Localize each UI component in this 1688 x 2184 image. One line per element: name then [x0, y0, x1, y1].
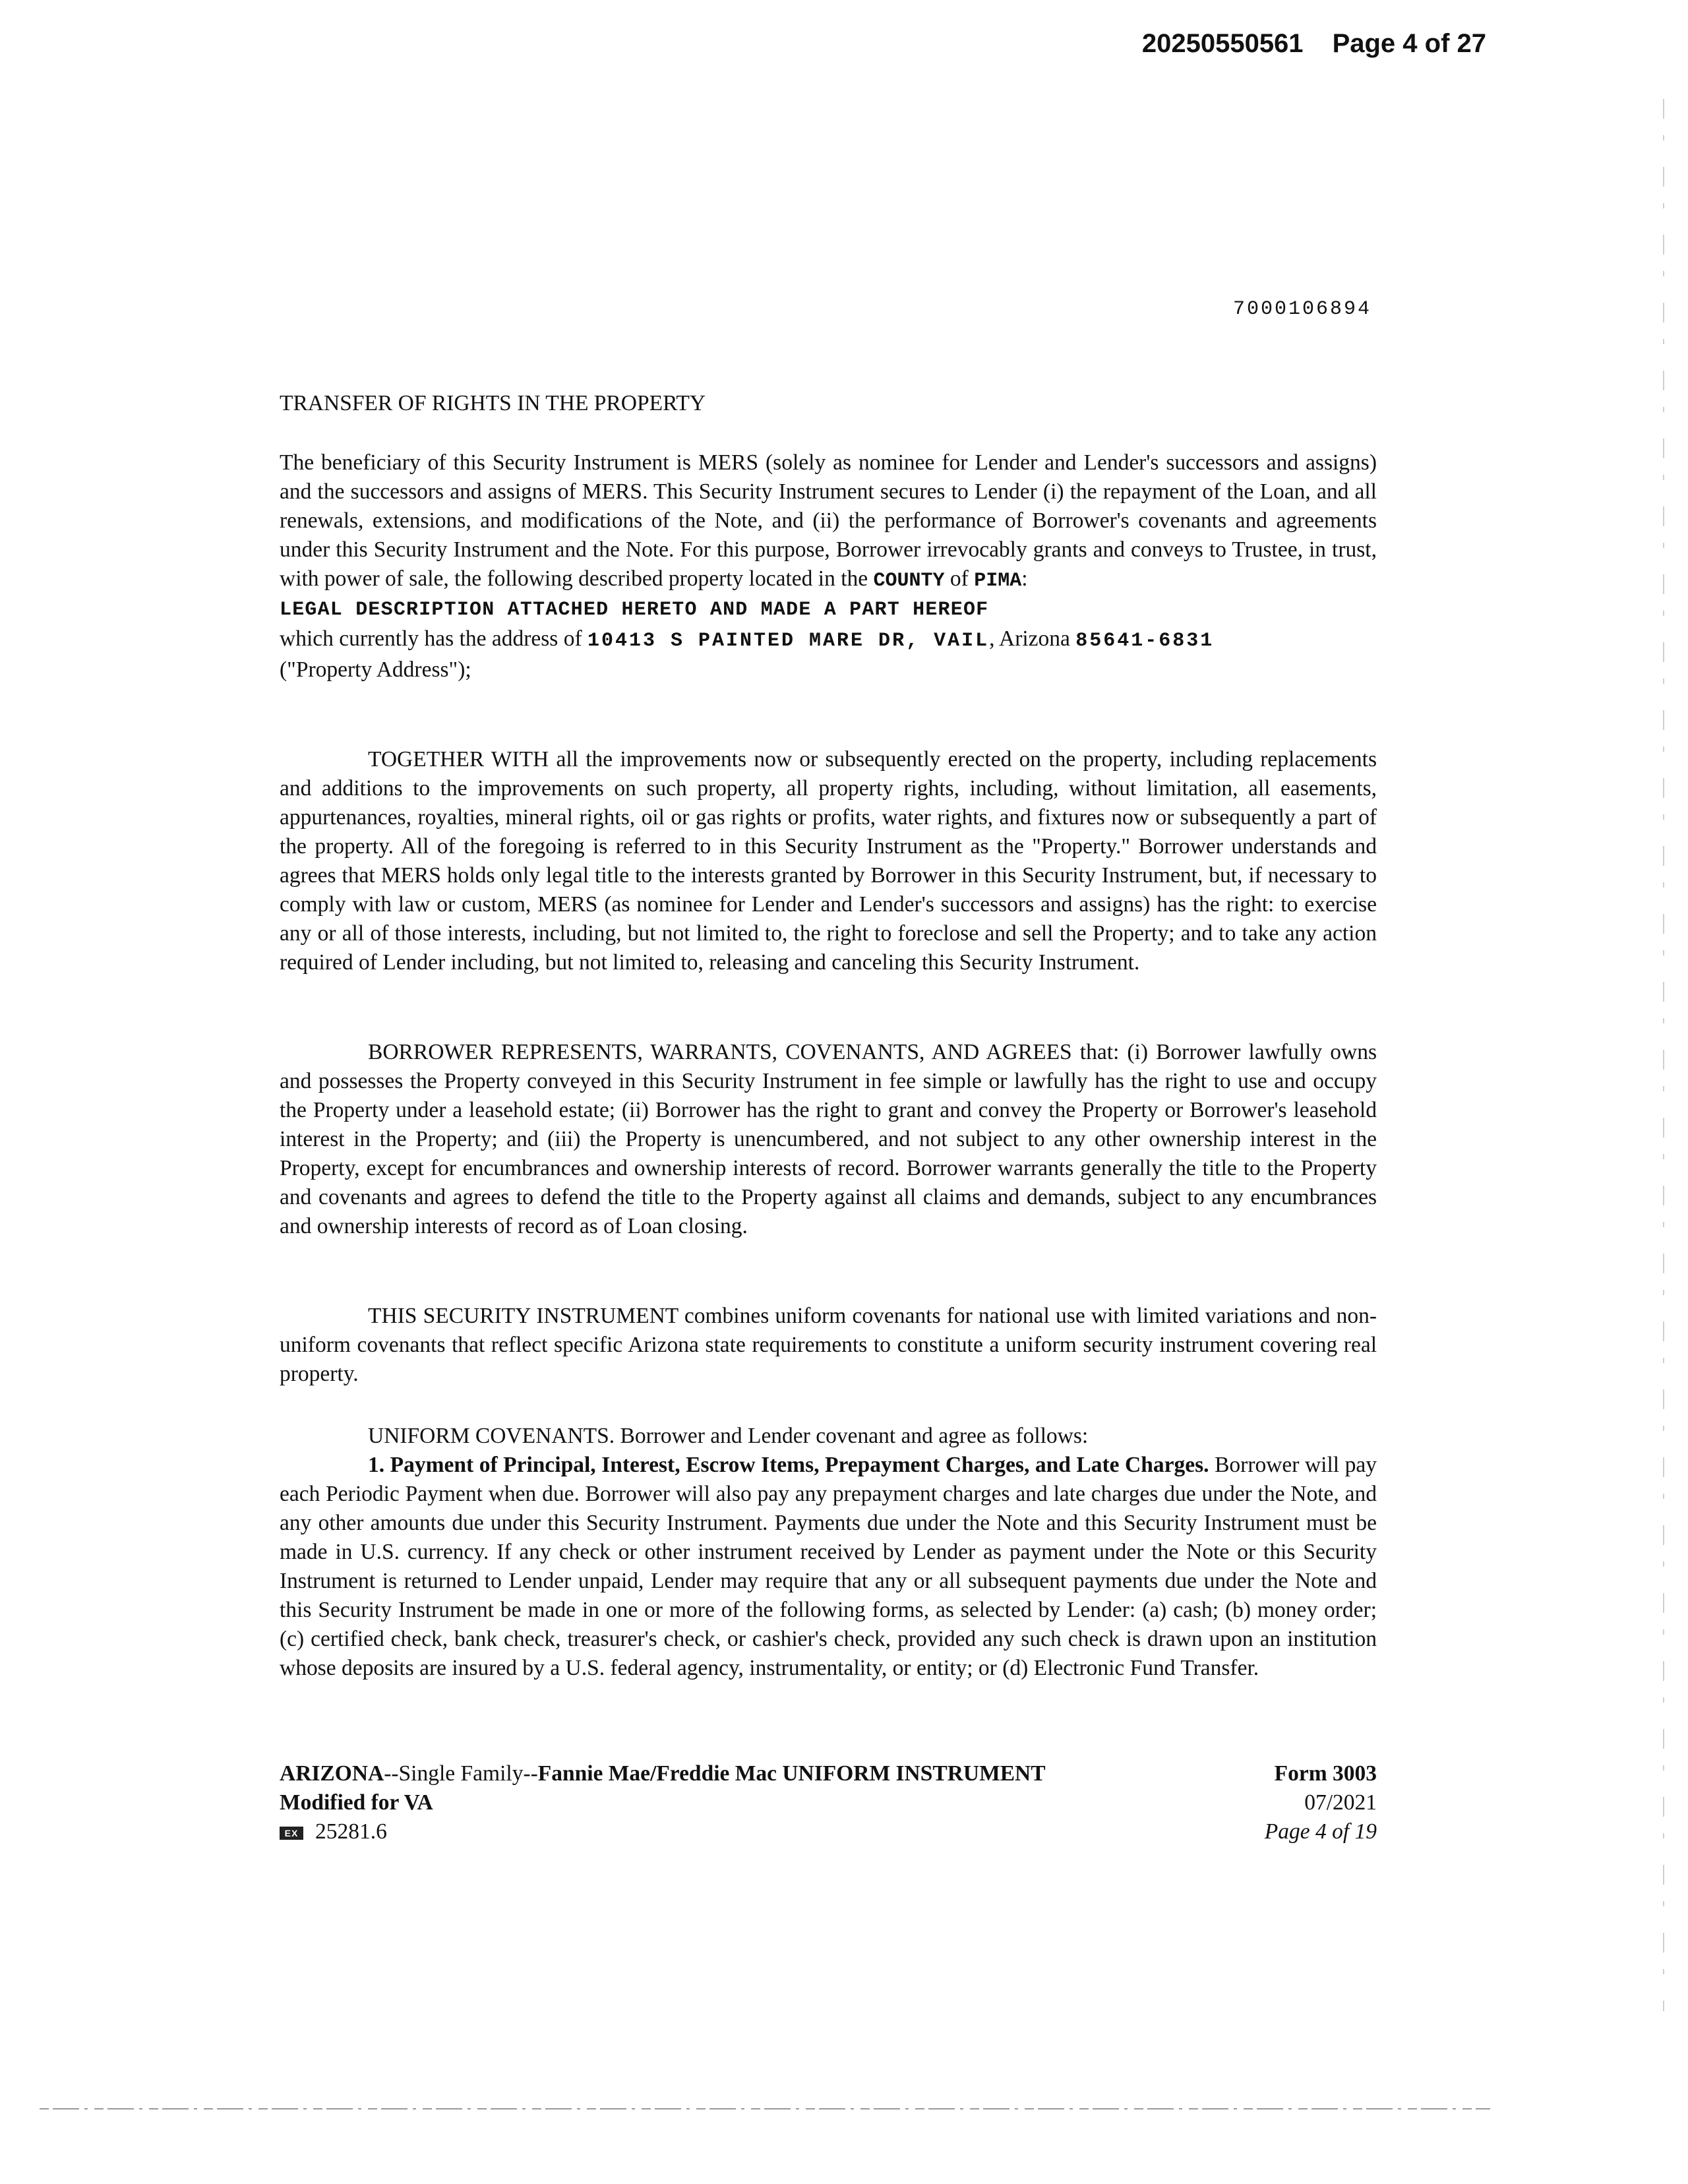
paragraph-together-with: TOGETHER WITH all the improvements now or subsequently erected on the property, including replacements and additions to the improvements on such property, all property rights, including, without limitation, all easements, appurtenances, royalties, mineral rights, oil or gas rights or profits, water rights, and fixtures now or subsequently a part of the property. All of the foregoing is referred to in this Security Instrument as the "Property." Borrower understands and agrees that MERS holds only legal title to the interests granted by Borrower in this Security Instrument, but, if necessary to comply with law or custom, MERS (as nominee for Lender and Lender's successors and assigns) has the right: to exercise any or all of those interests, including, but not limited to, the right to foreclose and sell the Property; and to take any action required of Lender including, but not limited to, releasing and canceling this Security Instrument. [280, 747, 1377, 975]
footer-date: 07/2021 [1304, 1790, 1377, 1815]
paragraph-transfer [280, 448, 1377, 684]
address-line [280, 624, 1377, 655]
footer-modified: Modified for VA [280, 1790, 433, 1815]
paragraph-uniform-covenants [280, 1422, 1377, 1683]
address-street: 10413 S PAINTED MARE DR, VAIL [588, 630, 990, 652]
section-title: TRANSFER OF RIGHTS IN THE PROPERTY [280, 391, 706, 415]
recording-page-label: Page 4 of 27 [1332, 29, 1486, 58]
ex-logo-icon: EX [280, 1827, 303, 1840]
covenant-1-body: Borrower will pay each Periodic Payment when due. Borrower will also pay any prepayment charges and late charges due under the Note, and any other amounts due under this Security Instrument. Payments due under the Note and this Security Instrument must be made in U.S. currency. If any check or other instrument received by Lender as payment under the Note or this Security Instrument is returned to Lender unpaid, Lender may require that any or all subsequent payments due under the Note and this Security Instrument be made in one or more of the following forms, as selected by Lender: (a) cash; (b) money order; (c) certified check, bank check, treasurer's check, or cashier's check, provided any such check is drawn upon an institution whose deposits are insured by a U.S. federal agency, instrumentality, or entity; or (d) Electronic Fund Transfer. [280, 1453, 1377, 1680]
paragraph-security-instrument: THIS SECURITY INSTRUMENT combines uniform covenants for national use with limited variations and non-uniform covenants that reflect specific Arizona state requirements to constitute a uniform security instrument covering real property. [280, 1304, 1377, 1386]
address-intro: which currently has the address of [280, 626, 582, 651]
property-address-label: ("Property Address"); [280, 657, 471, 682]
colon: : [1021, 566, 1028, 591]
address-zip: 85641-6831 [1075, 630, 1215, 652]
recording-number: 20250550561 [1141, 29, 1304, 58]
legal-description: LEGAL DESCRIPTION ATTACHED HERETO AND MADE A PART HEREOF [280, 599, 989, 621]
county-word: COUNTY [873, 570, 945, 592]
scan-artifact-right [1662, 99, 1666, 2011]
covenants-intro: UNIFORM COVENANTS. Borrower and Lender covenant and agree as follows: [368, 1424, 1089, 1448]
paragraph-borrower-represents: BORROWER REPRESENTS, WARRANTS, COVENANTS, AND AGREES that: (i) Borrower lawfully owns and possesses the Property conveyed in this Security Instrument in fee simple or lawfully has the right to use and occupy the Property under a leasehold estate; (ii) Borrower has the right to grant and convey the Property or Borrower's leasehold interest in the Property; and (iii) the Property is unencumbered, and not subject to any other ownership interest in the Property, except for encumbrances and ownership interests of record. Borrower warrants generally the title to the Property and covenants and agrees to defend the title to the Property against all claims and demands, subject to any encumbrances and ownership interests of record as of Loan closing. [280, 1040, 1377, 1238]
footer-doc-code: 25281.6 [315, 1819, 387, 1844]
covenant-1 [280, 1451, 1377, 1683]
scan-artifact-bottom [40, 2107, 1490, 2111]
covenant-1-heading: 1. Payment of Principal, Interest, Escrow Items, Prepayment Charges, and Late Charges. [368, 1453, 1209, 1477]
county-name: PIMA [974, 570, 1022, 592]
footer-state: ARIZONA [280, 1761, 384, 1786]
loan-number: 7000106894 [1232, 298, 1372, 320]
footer-left [280, 1759, 1046, 1846]
footer-code-line [280, 1817, 1046, 1846]
footer-sep: --Single Family-- [384, 1761, 538, 1786]
of-word: of [950, 566, 969, 591]
recording-header [1142, 29, 1486, 59]
footer-instrument: Fannie Mae/Freddie Mac UNIFORM INSTRUMENT [537, 1761, 1046, 1786]
para1-text: The beneficiary of this Security Instrument is MERS (solely as nominee for Lender and Lender's successors and assigns) and the successors and assigns of MERS. This Security Instrument secures to Lender (i) the repayment of the Loan, and all renewals, extensions, and modifications of the Note, and (ii) the performance of Borrower's covenants and agreements under this Security Instrument and the Note. For this purpose, Borrower irrevocably grants and conveys to Trustee, in trust, with power of sale, the following described property located in the [280, 450, 1377, 591]
footer-page: Page 4 of 19 [1264, 1819, 1377, 1844]
address-state: , Arizona [989, 626, 1070, 651]
footer-title-line [280, 1759, 1046, 1788]
footer-right [1265, 1759, 1377, 1846]
footer-form: Form 3003 [1274, 1761, 1377, 1786]
